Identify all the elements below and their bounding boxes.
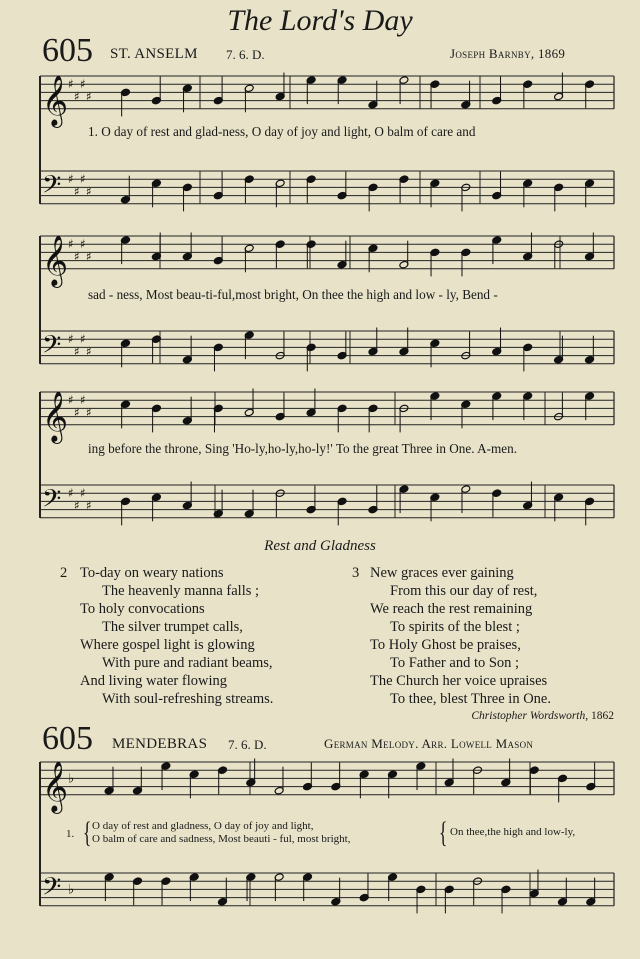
stanza-number: 2 xyxy=(60,565,68,581)
sharp-icon: ♯ xyxy=(86,498,92,513)
stanza-line: The Church her voice upraises xyxy=(370,673,548,689)
hymn-subtitle: Rest and Gladness xyxy=(264,538,376,554)
flat-icon: ♭ xyxy=(68,882,75,898)
sharp-icon: ♯ xyxy=(68,237,74,252)
sharp-icon: ♯ xyxy=(68,393,74,408)
lyric-line-3: ing before the throne, Sing 'Ho-ly,ho-ly,ho-ly!' To the great Three in One. A-men. xyxy=(88,441,518,456)
sharp-icon: ♯ xyxy=(80,332,86,347)
sharp-icon: ♯ xyxy=(86,249,92,264)
sharp-icon: ♯ xyxy=(86,405,92,420)
verse-label: 1. xyxy=(66,828,75,840)
stanza-line: With soul-refreshing streams. xyxy=(102,691,274,707)
sharp-icon: ♯ xyxy=(68,172,74,187)
stanza-line: To thee, blest Three in One. xyxy=(390,691,551,707)
stanza-line: To spirits of the blest ; xyxy=(390,619,520,635)
stanza-line: To holy convocations xyxy=(80,601,205,617)
sharp-icon: ♯ xyxy=(74,498,80,513)
meter-2: 7. 6. D. xyxy=(228,737,267,752)
stanza-line: The silver trumpet calls, xyxy=(102,619,243,635)
stanza-line: With pure and radiant beams, xyxy=(102,655,273,671)
sharp-icon: ♯ xyxy=(80,77,86,92)
stanza-line: To Father and to Son ; xyxy=(390,655,520,671)
sharp-icon: ♯ xyxy=(68,486,74,501)
sharp-icon: ♯ xyxy=(80,172,86,187)
lyric-line-b: O balm of care and sadness, Most beauti - ful, most bright, xyxy=(92,833,351,845)
stanza-line: From this our day of rest, xyxy=(390,583,538,599)
brace-left: { xyxy=(82,816,92,849)
tune-name: ST. ANSELM xyxy=(110,46,198,62)
lyric-line-c: On thee,the high and low-ly, xyxy=(450,826,576,838)
sharp-icon: ♯ xyxy=(80,393,86,408)
stanza-line: The heavenly manna falls ; xyxy=(102,583,260,599)
stanza-number: 3 xyxy=(352,565,360,581)
stanza-line: And living water flowing xyxy=(80,673,227,689)
brace-right: { xyxy=(438,816,448,849)
sharp-icon: ♯ xyxy=(68,77,74,92)
lyric-line-1: 1. O day of rest and glad-ness, O day of joy and light, O balm of care and xyxy=(88,124,476,139)
bass-clef-icon: 𝄢 xyxy=(42,872,62,908)
stanza-2 xyxy=(60,564,273,708)
sharp-icon: ♯ xyxy=(74,89,80,104)
meter: 7. 6. D. xyxy=(226,47,265,62)
stanza-line: New graces ever gaining xyxy=(370,565,514,581)
treble-clef-icon: 𝄞 xyxy=(42,234,69,286)
sharp-icon: ♯ xyxy=(80,486,86,501)
page-title: The Lord's Day xyxy=(227,4,413,37)
sharp-icon: ♯ xyxy=(86,89,92,104)
composer: Joseph Barnby, 1869 xyxy=(450,46,566,61)
author-year: , 1862 xyxy=(585,710,614,722)
treble-clef-icon: 𝄞 xyxy=(42,390,69,442)
lyric-line-a: O day of rest and gladness, O day of joy and light, xyxy=(92,820,314,832)
stanza-3 xyxy=(352,564,551,708)
composer-2: German Melody. Arr. Lowell Mason xyxy=(324,736,534,751)
sharp-icon: ♯ xyxy=(74,405,80,420)
sharp-icon: ♯ xyxy=(74,249,80,264)
hymn-number: 605 xyxy=(42,32,93,69)
flat-icon: ♭ xyxy=(68,771,75,787)
hymn-number-2: 605 xyxy=(42,720,93,757)
treble-clef-icon: 𝄞 xyxy=(42,760,69,812)
sharp-icon: ♯ xyxy=(74,184,80,199)
sharp-icon: ♯ xyxy=(68,332,74,347)
sharp-icon: ♯ xyxy=(74,344,80,359)
bass-clef-icon: 𝄢 xyxy=(42,330,62,366)
bass-clef-icon: 𝄢 xyxy=(42,484,62,520)
lyric-line-2: sad - ness, Most beau-ti-ful,most bright, On thee the high and low - ly, Bend - xyxy=(88,287,498,302)
sharp-icon: ♯ xyxy=(86,184,92,199)
tune-name-2: MENDEBRAS xyxy=(112,736,208,752)
sharp-icon: ♯ xyxy=(86,344,92,359)
stanza-line: Where gospel light is glowing xyxy=(80,637,255,653)
treble-clef-icon: 𝄞 xyxy=(42,74,69,126)
sharp-icon: ♯ xyxy=(80,237,86,252)
stanza-line: We reach the rest remaining xyxy=(370,601,533,617)
text-author xyxy=(471,710,614,722)
bass-clef-icon: 𝄢 xyxy=(42,170,62,206)
stanza-line: To-day on weary nations xyxy=(80,565,224,581)
author-name: Christopher Wordsworth xyxy=(471,710,586,722)
stanza-line: To Holy Ghost be praises, xyxy=(370,637,521,653)
